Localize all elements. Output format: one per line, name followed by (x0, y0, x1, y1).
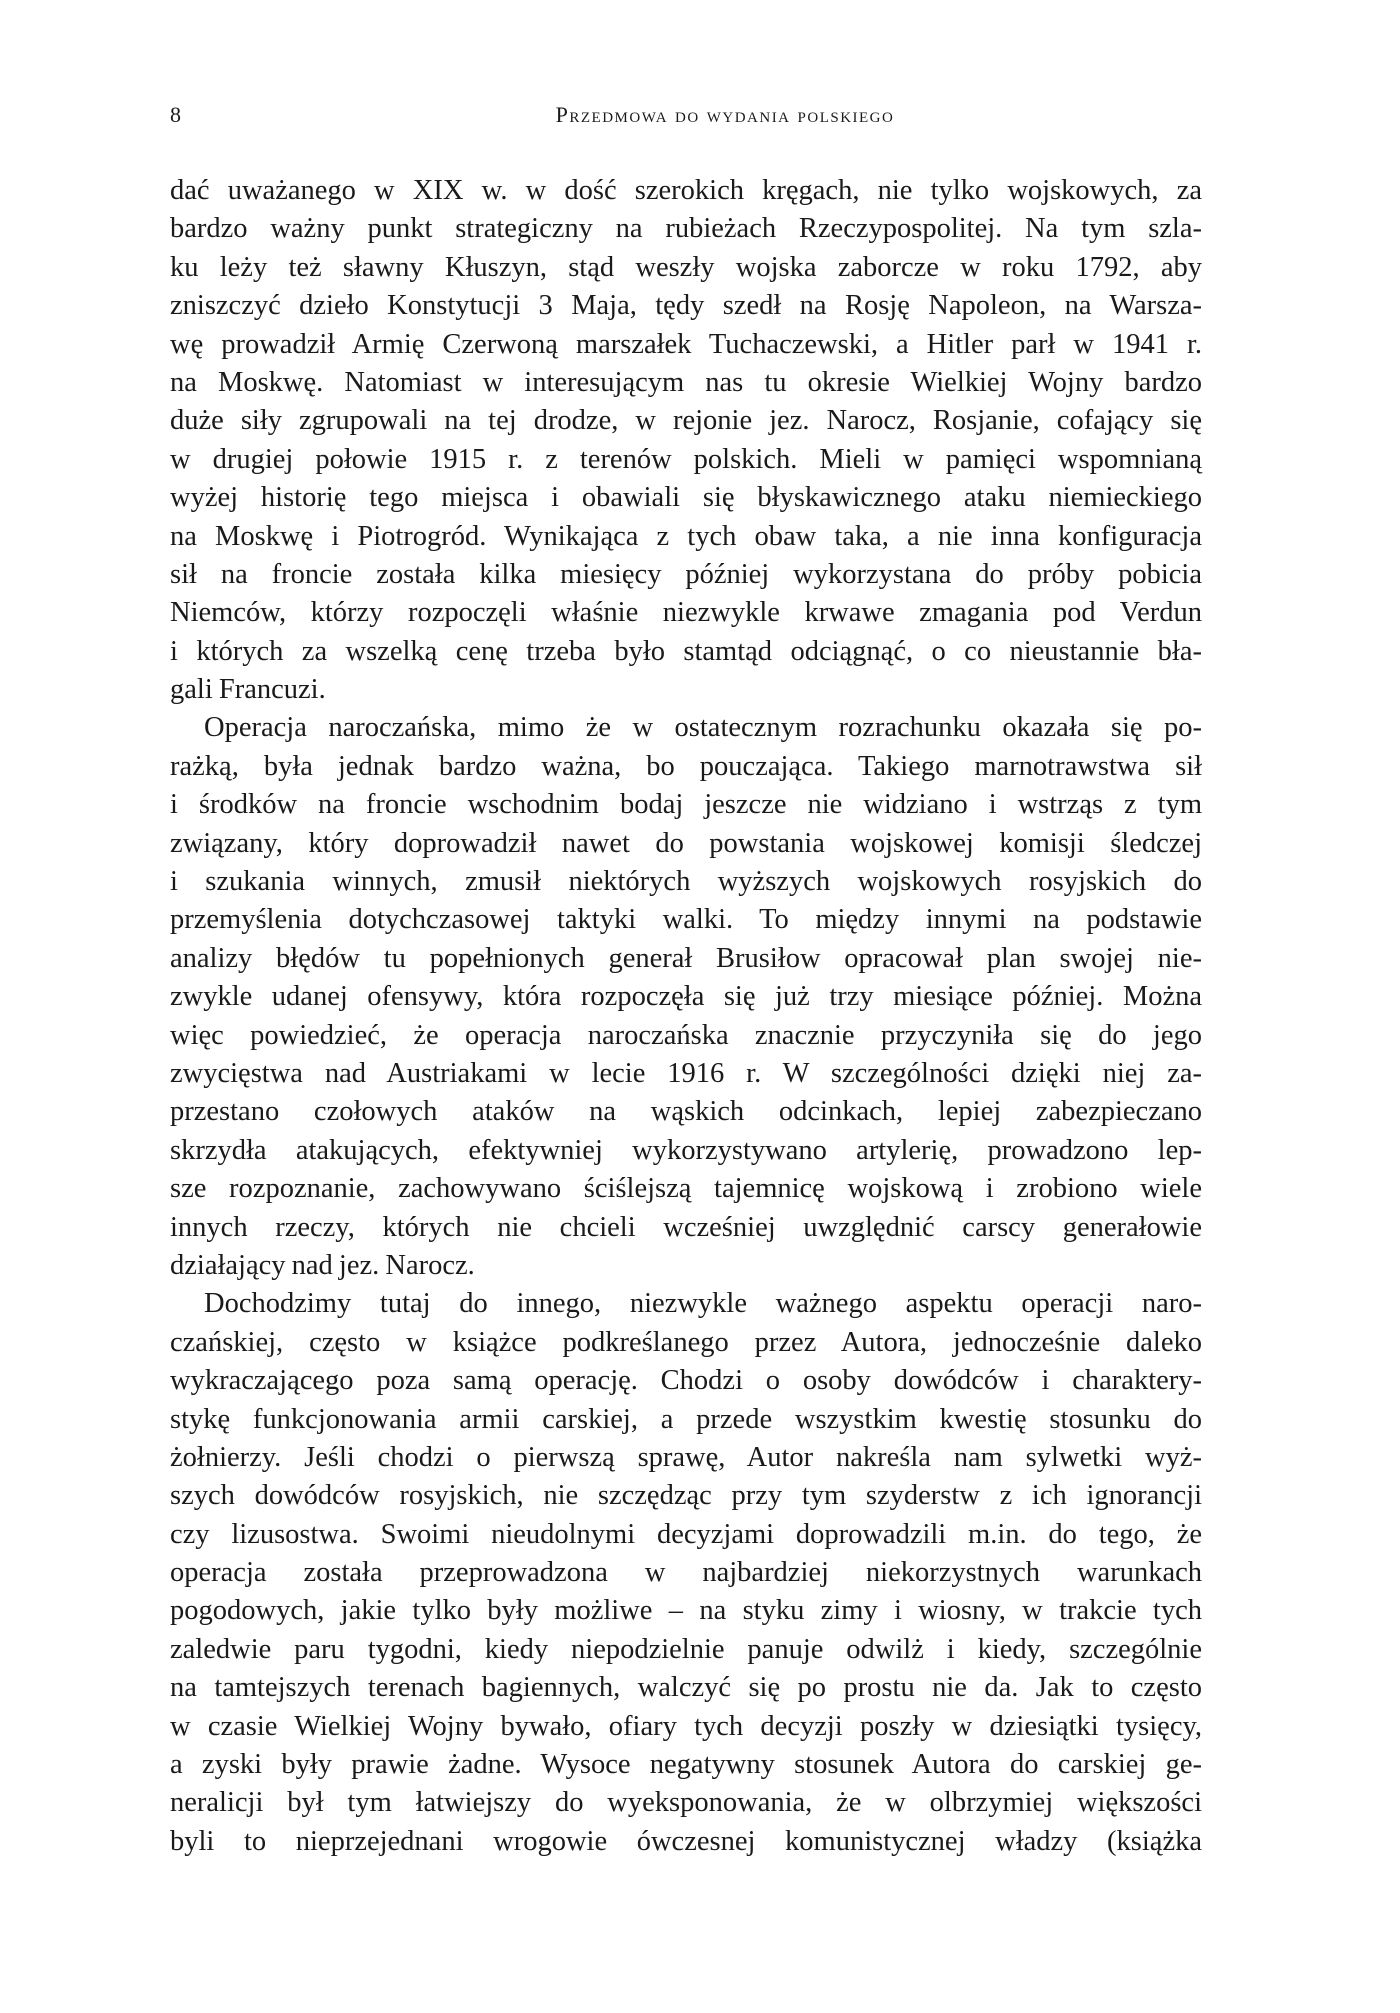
paragraph (170, 1285, 1202, 1861)
text-line: sił na froncie została kilka miesięcy później wykorzystana do próby pobicia (170, 558, 1202, 590)
text-line: wyżej historię tego miejsca i obawiali się błyskawicznego ataku niemieckiego (170, 482, 1202, 514)
text-line: innych rzeczy, których nie chcieli wcześniej uwzględnić carscy generałowie (170, 1211, 1202, 1243)
text-line: na Moskwę. Natomiast w interesującym nas tu okresie Wielkiej Wojny bardzo (170, 366, 1202, 398)
text-line: zaledwie paru tygodni, kiedy niepodzielnie panuje odwilż i kiedy, szczególnie (170, 1633, 1202, 1665)
text-line: wykraczającego poza samą operację. Chodzi o osoby dowódców i charaktery- (170, 1365, 1202, 1397)
text-line: na tamtejszych terenach bagiennych, walczyć się po prostu nie da. Jak to często (170, 1672, 1202, 1704)
text-line: na Moskwę i Piotrogród. Wynikająca z tych obaw taka, a nie inna konfiguracja (170, 520, 1202, 552)
text-line: zwycięstwa nad Austriakami w lecie 1916 r. W szczególności dzięki niej za- (170, 1057, 1202, 1089)
text-line: żołnierzy. Jeśli chodzi o pierwszą sprawę, Autor nakreśla nam sylwetki wyż- (170, 1441, 1202, 1473)
text-line: Niemców, którzy rozpoczęli właśnie niezwykle krwawe zmagania pod Verdun (170, 597, 1202, 629)
text-line: przemyślenia dotychczasowej taktyki walki. To między innymi na podstawie (170, 904, 1202, 936)
paragraph (170, 172, 1202, 709)
text-line: pogodowych, jakie tylko były możliwe – na styku zimy i wiosny, w trakcie tych (170, 1595, 1202, 1627)
text-line: analizy błędów tu popełnionych generał Brusiłow opracował plan swojej nie- (170, 942, 1202, 974)
text-line: działający nad jez. Narocz. (170, 1249, 475, 1281)
text-line: dać uważanego w XIX w. w dość szerokich kręgach, nie tylko wojskowych, za (170, 175, 1202, 206)
text-line: w drugiej połowie 1915 r. z terenów polskich. Mieli w pamięci wspomnianą (170, 443, 1202, 475)
text-line: a zyski były prawie żadne. Wysoce negatywny stosunek Autora do carskiej ge- (170, 1749, 1202, 1781)
text-line: gali Francuzi. (170, 674, 326, 706)
body-text (170, 172, 1202, 1861)
running-title: Przedmowa do wydania polskiego (555, 102, 895, 127)
text-line: Operacja naroczańska, mimo że w ostatecznym rozrachunku okazała się po- (204, 712, 1202, 744)
text-line: zniszczyć dzieło Konstytucji 3 Maja, tędy szedł na Rosję Napoleon, na Warsza- (170, 290, 1202, 322)
text-line: bardzo ważny punkt strategiczny na rubieżach Rzeczypospolitej. Na tym szla- (170, 213, 1202, 245)
text-line: szych dowódców rosyjskich, nie szczędząc przy tym szyderstw z ich ignorancji (170, 1480, 1202, 1512)
text-line: czy lizusostwa. Swoimi nieudolnymi decyzjami doprowadzili m.in. do tego, że (170, 1518, 1202, 1550)
text-line: w czasie Wielkiej Wojny bywało, ofiary tych decyzji poszły w dziesiątki tysięcy, (170, 1710, 1202, 1742)
text-line: skrzydła atakujących, efektywniej wykorzystywano artylerię, prowadzono lep- (170, 1134, 1202, 1166)
text-line: rażką, była jednak bardzo ważna, bo pouczająca. Takiego marnotrawstwa sił (170, 750, 1202, 782)
text-line: związany, który doprowadził nawet do powstania wojskowej komisji śledczej (170, 827, 1202, 859)
text-line: byli to nieprzejednani wrogowie ówczesnej komunistycznej władzy (książka (170, 1825, 1202, 1857)
text-line: zwykle udanej ofensywy, która rozpoczęła się już trzy miesiące później. Można (170, 981, 1202, 1013)
text-line: i szukania winnych, zmusił niektórych wyższych wojskowych rosyjskich do (170, 866, 1202, 898)
text-line: stykę funkcjonowania armii carskiej, a przede wszystkim kwestię stosunku do (170, 1403, 1202, 1435)
text-line: operacja została przeprowadzona w najbardziej niekorzystnych warunkach (170, 1557, 1202, 1589)
text-line: więc powiedzieć, że operacja naroczańska znacznie przyczyniła się do jego (170, 1019, 1202, 1051)
text-line: duże siły zgrupowali na tej drodze, w rejonie jez. Narocz, Rosjanie, cofający się (170, 405, 1202, 437)
text-line: przestano czołowych ataków na wąskich odcinkach, lepiej zabezpieczano (170, 1096, 1202, 1128)
paragraph (170, 709, 1202, 1285)
running-head (170, 100, 1200, 140)
text-line: czańskiej, często w książce podkreślanego przez Autora, jednocześnie daleko (170, 1326, 1202, 1358)
text-line: wę prowadził Armię Czerwoną marszałek Tuchaczewski, a Hitler parł w 1941 r. (170, 328, 1202, 360)
text-line: neralicji był tym łatwiejszy do wyeksponowania, że w olbrzymiej większości (170, 1787, 1202, 1819)
page-number: 8 (170, 102, 181, 127)
text-line: ku leży też sławny Kłuszyn, stąd weszły wojska zaborcze w roku 1792, aby (170, 251, 1202, 283)
text-line: Dochodzimy tutaj do innego, niezwykle ważnego aspektu operacji naro- (204, 1288, 1202, 1320)
text-line: i których za wszelką cenę trzeba było stamtąd odciągnąć, o co nieustannie bła- (170, 635, 1202, 667)
text-line: sze rozpoznanie, zachowywano ściślejszą tajemnicę wojskową i zrobiono wiele (170, 1173, 1202, 1205)
text-line: i środków na froncie wschodnim bodaj jeszcze nie widziano i wstrząs z tym (170, 789, 1202, 821)
